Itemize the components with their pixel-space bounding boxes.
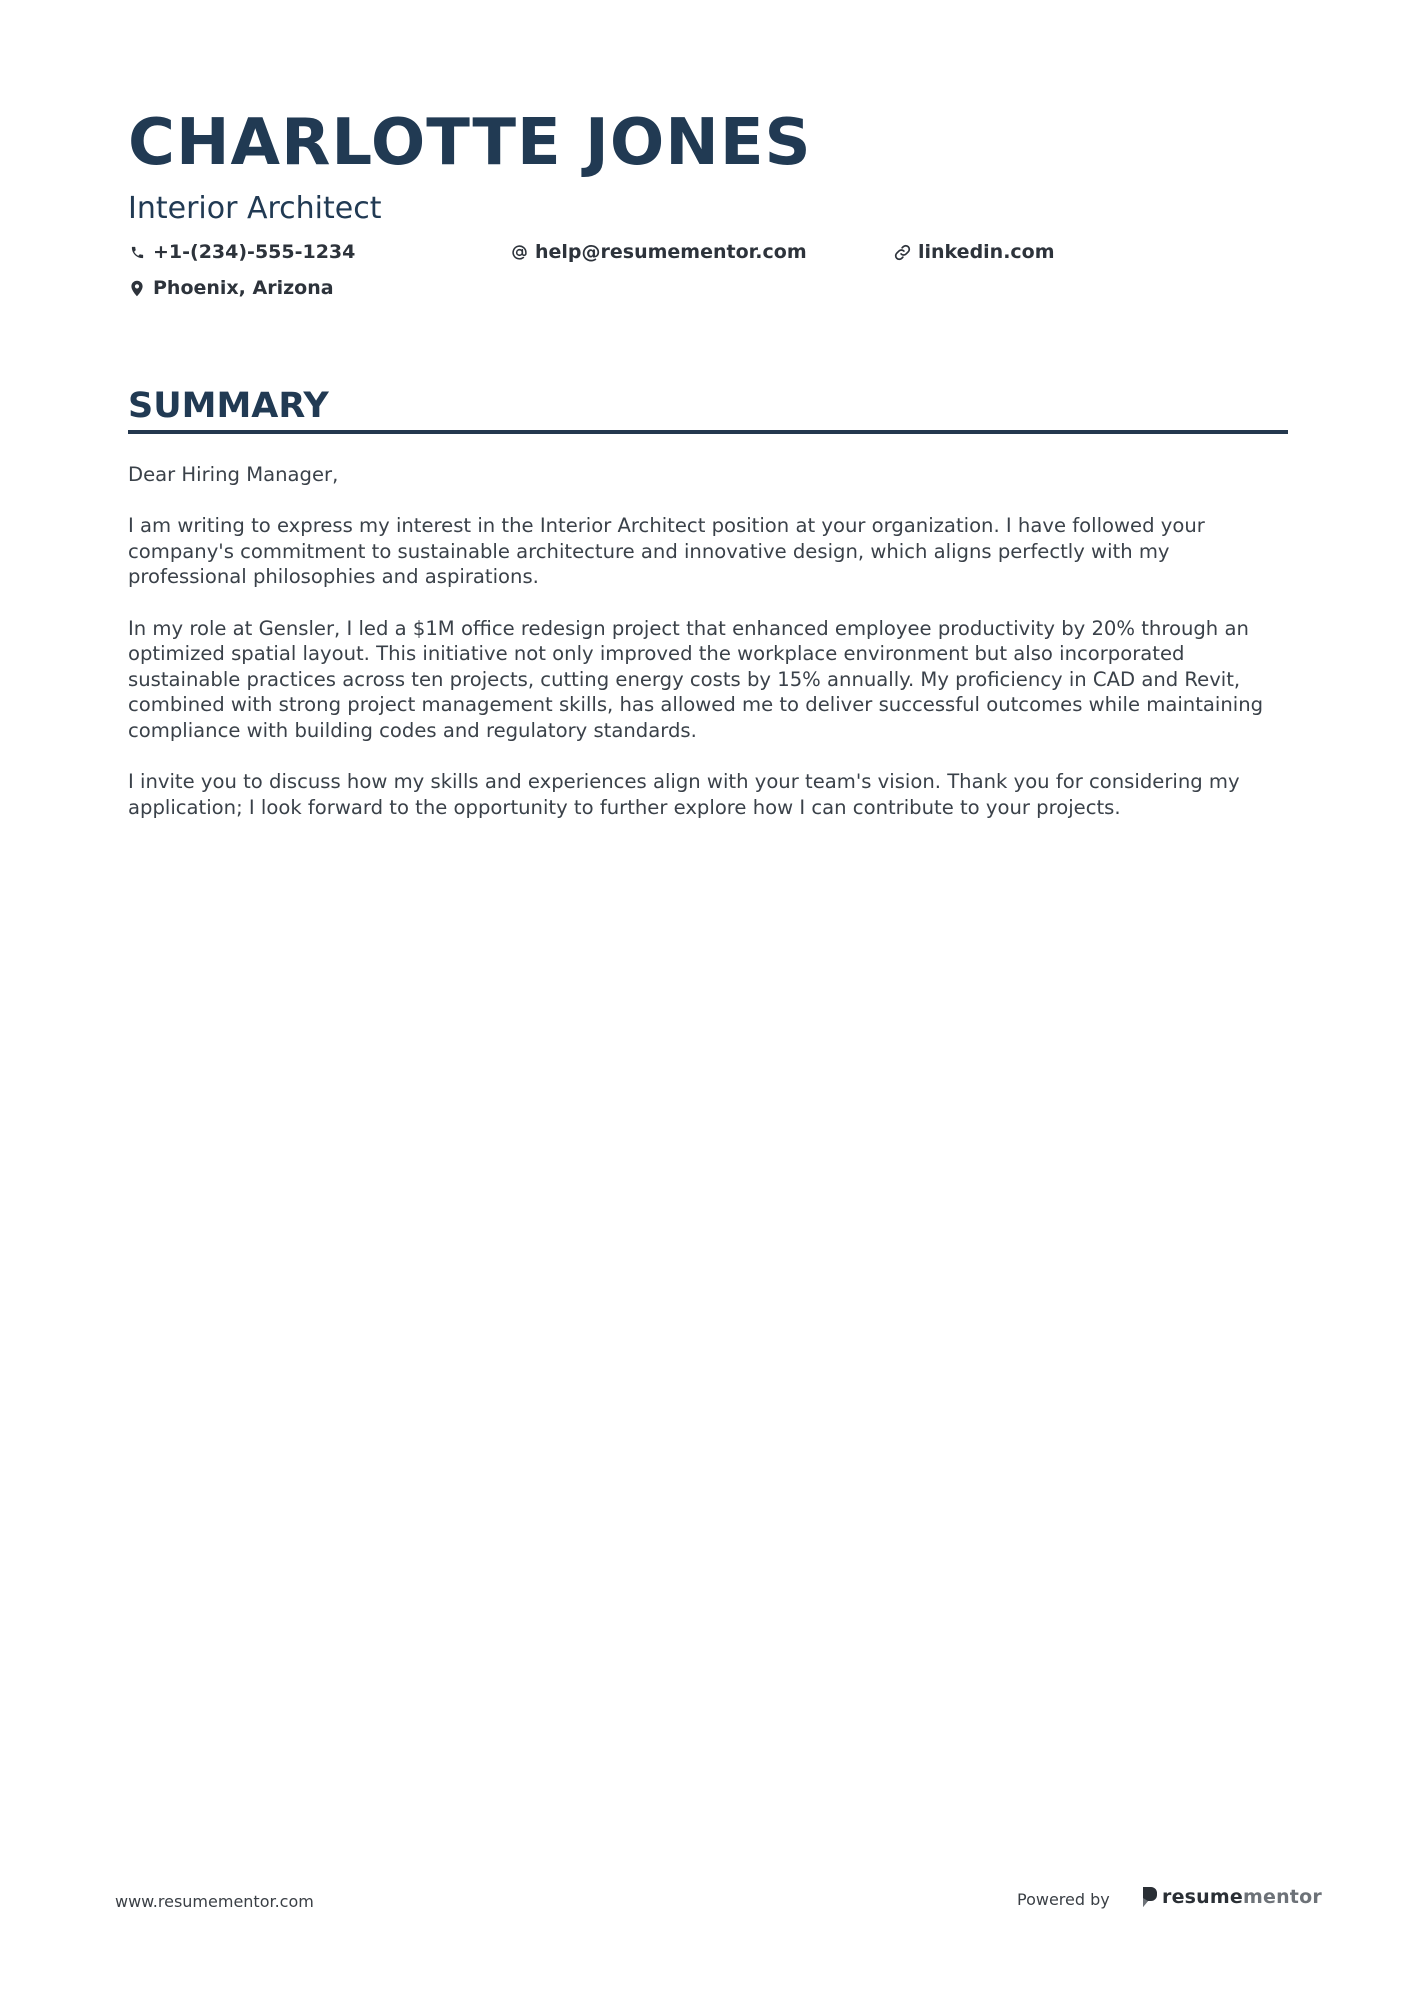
letter-paragraph-1: I am writing to express my interest in the Interior Architect position at your organization. I have followed your company's commitment to sustainable architecture and innovative design, which aligns perfectly with my professional philosophies and aspirations.: [128, 514, 1205, 589]
powered-by-label: Powered by: [1017, 1890, 1110, 1909]
letter-paragraph-3: I invite you to discuss how my skills and experiences align with your team's vision. Thank you for considering my application; I look forward to the opportunity to further explore how I can contribute to your projects.: [128, 770, 1240, 819]
candidate-name: CHARLOTTE JONES: [128, 106, 812, 180]
contact-phone: [128, 241, 355, 263]
brand-wordmark: [1162, 1886, 1322, 1908]
brand-mark-icon: [1140, 1886, 1158, 1908]
at-sign-icon: [510, 243, 528, 261]
link-icon: [893, 243, 911, 261]
contact-location: [128, 277, 334, 299]
brand-wordmark-primary: resume: [1162, 1886, 1243, 1908]
email-text[interactable]: help@resumementor.com: [535, 241, 807, 263]
letter-body: [128, 462, 1288, 846]
location-pin-icon: [128, 279, 146, 297]
phone-icon: [128, 243, 146, 261]
brand-wordmark-secondary: mentor: [1242, 1886, 1322, 1908]
letter-paragraph-2: In my role at Gensler, I led a $1M office redesign project that enhanced employee productivity by 20% through an optimized spatial layout. This initiative not only improved the workplace environment but also incorporated sustainable practices across ten projects, cutting energy costs by 15% annually. My proficiency in CAD and Revit, combined with strong project management skills, has allowed me to deliver successful outcomes while maintaining compliance with building codes and regulatory standards.: [128, 616, 1264, 742]
contact-link[interactable]: [893, 241, 1055, 263]
salutation: Dear Hiring Manager,: [128, 463, 339, 486]
brand-logo[interactable]: [1140, 1886, 1322, 1908]
section-divider: [128, 430, 1288, 434]
summary-heading: SUMMARY: [128, 386, 329, 426]
footer-website-link[interactable]: www.resumementor.com: [115, 1892, 314, 1911]
phone-text: +1-(234)-555-1234: [153, 241, 356, 263]
job-title: Interior Architect: [128, 191, 382, 226]
link-text[interactable]: linkedin.com: [918, 241, 1055, 263]
contact-email[interactable]: [510, 241, 807, 263]
location-text: Phoenix, Arizona: [153, 277, 334, 299]
